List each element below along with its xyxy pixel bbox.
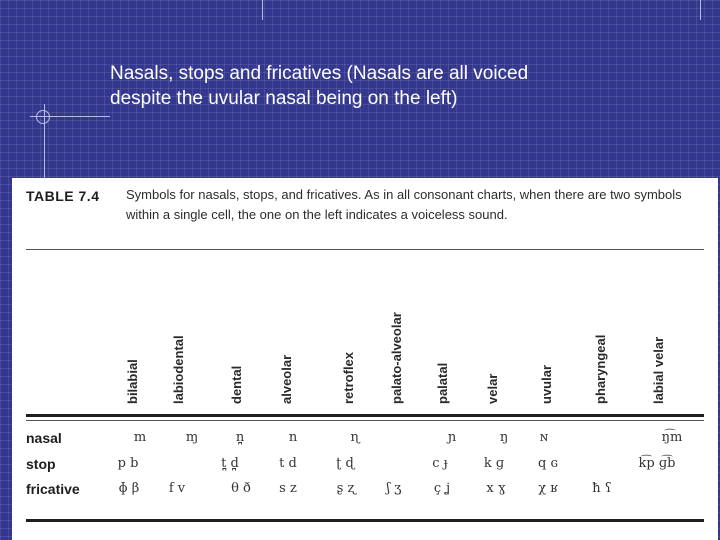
slide-title: Nasals, stops and fricatives (Nasals are all voiced despite the uvular nasal being on the left) bbox=[110, 63, 529, 109]
table-cell: n̪ bbox=[235, 430, 245, 445]
table-cell: x ɣ bbox=[486, 481, 506, 496]
header-rule bbox=[26, 414, 704, 417]
row-label-stop: stop bbox=[26, 456, 56, 472]
decorative-top-line bbox=[262, 0, 263, 20]
column-header-bilabial: bilabial bbox=[125, 359, 140, 404]
table-cell: ʈ ɖ bbox=[336, 456, 354, 471]
bottom-rule bbox=[26, 519, 704, 522]
decorative-circle bbox=[36, 110, 50, 124]
table-cell: ç ʝ bbox=[433, 481, 451, 496]
table-cell: n bbox=[288, 430, 298, 445]
table-label: TABLE 7.4 bbox=[26, 188, 100, 204]
table-cell: q ɢ bbox=[538, 456, 558, 471]
column-header-labiodental: labiodental bbox=[171, 335, 186, 404]
table-cell: ɳ bbox=[350, 430, 360, 445]
table-cell: χ ʁ bbox=[538, 481, 558, 496]
table-cell: p b bbox=[117, 456, 139, 471]
caption-rule bbox=[26, 249, 704, 250]
row-label-fricative: fricative bbox=[26, 481, 80, 497]
column-header-palatal: palatal bbox=[435, 362, 450, 404]
table-cell: ʃ ʒ bbox=[386, 481, 402, 496]
table-cell: ʂ ʐ bbox=[336, 481, 356, 496]
table-cell: ŋ bbox=[499, 430, 509, 445]
table-cell: k ɡ bbox=[483, 456, 505, 471]
table-caption-text: Symbols for nasals, stops, and fricatives. As in all consonant charts, when there are two symbols within a single cell, the one on the left indicates a voiceless sound. bbox=[126, 187, 682, 222]
table-cell: ŋ͡m bbox=[661, 430, 683, 445]
column-header-dental: dental bbox=[229, 365, 244, 404]
table-cell: ɸ β bbox=[118, 481, 140, 496]
header-rule-thin bbox=[26, 420, 704, 421]
column-header-pharyngeal: pharyngeal bbox=[593, 334, 608, 404]
table-cell: s z bbox=[279, 481, 297, 496]
column-header-velar: velar bbox=[485, 373, 500, 404]
consonant-table-image bbox=[12, 178, 718, 540]
table-cell: θ ð bbox=[231, 481, 251, 496]
table-cell: c ɟ bbox=[432, 456, 448, 471]
column-header-uvular: uvular bbox=[539, 364, 554, 404]
table-cell: t d bbox=[279, 456, 297, 471]
table-cell: ɱ bbox=[185, 430, 199, 445]
table-cell: ɲ bbox=[447, 430, 457, 445]
column-header-retroflex: retroflex bbox=[341, 351, 356, 404]
table-cell: f v bbox=[168, 481, 186, 496]
table-cell: k͡p ɡ͡b bbox=[638, 456, 676, 471]
table-cell: ħ ʕ bbox=[592, 481, 612, 496]
column-header-palato-alveolar: palato-alveolar bbox=[389, 312, 404, 404]
table-cell: m bbox=[133, 430, 147, 445]
table-caption bbox=[26, 185, 706, 249]
table-cell: ɴ bbox=[539, 430, 549, 445]
column-header-alveolar: alveolar bbox=[279, 354, 294, 404]
table-cell: t̪ d̪ bbox=[221, 456, 239, 471]
row-label-nasal: nasal bbox=[26, 430, 62, 446]
column-header-labial-velar: labial velar bbox=[651, 336, 666, 404]
decorative-top-line-right bbox=[700, 0, 701, 20]
